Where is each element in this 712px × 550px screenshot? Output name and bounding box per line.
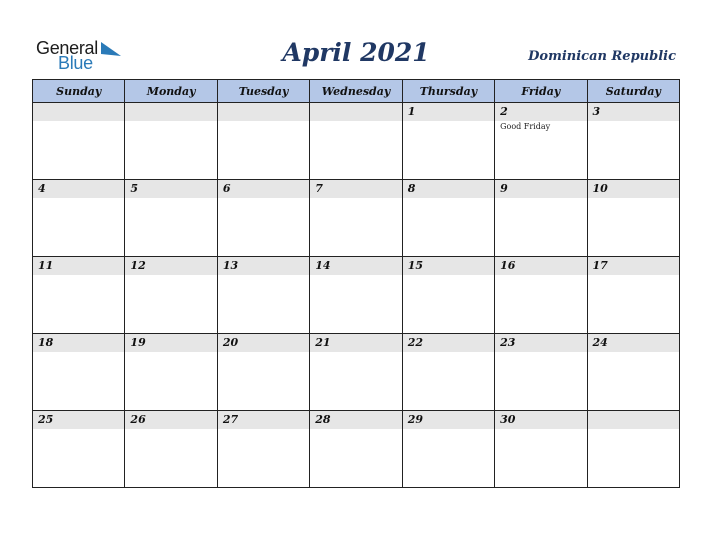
day-number: 23 (495, 334, 586, 352)
week-row (33, 103, 680, 180)
day-number: 2 (495, 103, 586, 121)
weekday-header: Monday (125, 80, 217, 103)
day-number: 6 (218, 180, 309, 198)
day-number: 9 (495, 180, 586, 198)
day-number: 20 (218, 334, 309, 352)
day-cell (402, 180, 494, 257)
weekday-header: Sunday (33, 80, 125, 103)
day-cell (217, 257, 309, 334)
calendar-title: April 2021 (282, 38, 430, 67)
day-cell (125, 257, 217, 334)
day-cell (587, 103, 679, 180)
day-cell (587, 180, 679, 257)
day-cell (125, 103, 217, 180)
day-cell (33, 180, 125, 257)
day-cell (217, 103, 309, 180)
day-number: 18 (33, 334, 124, 352)
weekday-header: Tuesday (217, 80, 309, 103)
day-cell (402, 103, 494, 180)
day-number: 10 (588, 180, 679, 198)
day-number: 3 (588, 103, 679, 121)
day-number: 28 (310, 411, 401, 429)
day-cell (33, 257, 125, 334)
day-number: 26 (125, 411, 216, 429)
day-cell (587, 411, 679, 488)
day-cell (33, 334, 125, 411)
day-number: 7 (310, 180, 401, 198)
logo-text-blue: Blue (58, 53, 93, 73)
day-number: 5 (125, 180, 216, 198)
day-cell (33, 411, 125, 488)
day-cell (310, 180, 402, 257)
day-number: 13 (218, 257, 309, 275)
day-number: 4 (33, 180, 124, 198)
week-row (33, 180, 680, 257)
day-number: 24 (588, 334, 679, 352)
week-row (33, 334, 680, 411)
day-number: 27 (218, 411, 309, 429)
weekday-header: Thursday (402, 80, 494, 103)
day-number: 15 (403, 257, 494, 275)
calendar-grid (32, 79, 680, 488)
day-cell (217, 334, 309, 411)
weekday-header: Saturday (587, 80, 679, 103)
day-cell (402, 257, 494, 334)
day-cell (495, 103, 587, 180)
week-row (33, 411, 680, 488)
day-number: 8 (403, 180, 494, 198)
day-cell (310, 411, 402, 488)
day-number (588, 411, 679, 429)
day-cell (310, 257, 402, 334)
day-number: 12 (125, 257, 216, 275)
day-cell (125, 180, 217, 257)
day-number: 19 (125, 334, 216, 352)
day-cell (495, 180, 587, 257)
holiday-label: Good Friday (500, 122, 551, 131)
weekday-header: Wednesday (310, 80, 402, 103)
day-cell (495, 257, 587, 334)
day-number (125, 103, 216, 121)
day-number: 21 (310, 334, 401, 352)
day-cell (125, 411, 217, 488)
day-cell (402, 411, 494, 488)
day-number: 11 (33, 257, 124, 275)
day-number: 22 (403, 334, 494, 352)
day-number: 17 (588, 257, 679, 275)
day-cell (125, 334, 217, 411)
day-cell (310, 334, 402, 411)
day-number: 16 (495, 257, 586, 275)
day-number: 25 (33, 411, 124, 429)
day-cell (495, 334, 587, 411)
weekday-header-row (33, 80, 680, 103)
day-number (33, 103, 124, 121)
day-cell (33, 103, 125, 180)
country-name: Dominican Republic (528, 49, 676, 64)
day-cell (310, 103, 402, 180)
day-number: 1 (403, 103, 494, 121)
day-number: 30 (495, 411, 586, 429)
day-cell (402, 334, 494, 411)
day-cell (587, 334, 679, 411)
logo-text-general: General (36, 38, 98, 58)
day-cell (495, 411, 587, 488)
day-cell (217, 411, 309, 488)
weekday-header: Friday (495, 80, 587, 103)
day-number: 29 (403, 411, 494, 429)
day-number (310, 103, 401, 121)
day-number (218, 103, 309, 121)
day-cell (217, 180, 309, 257)
week-row (33, 257, 680, 334)
day-cell (587, 257, 679, 334)
day-number: 14 (310, 257, 401, 275)
